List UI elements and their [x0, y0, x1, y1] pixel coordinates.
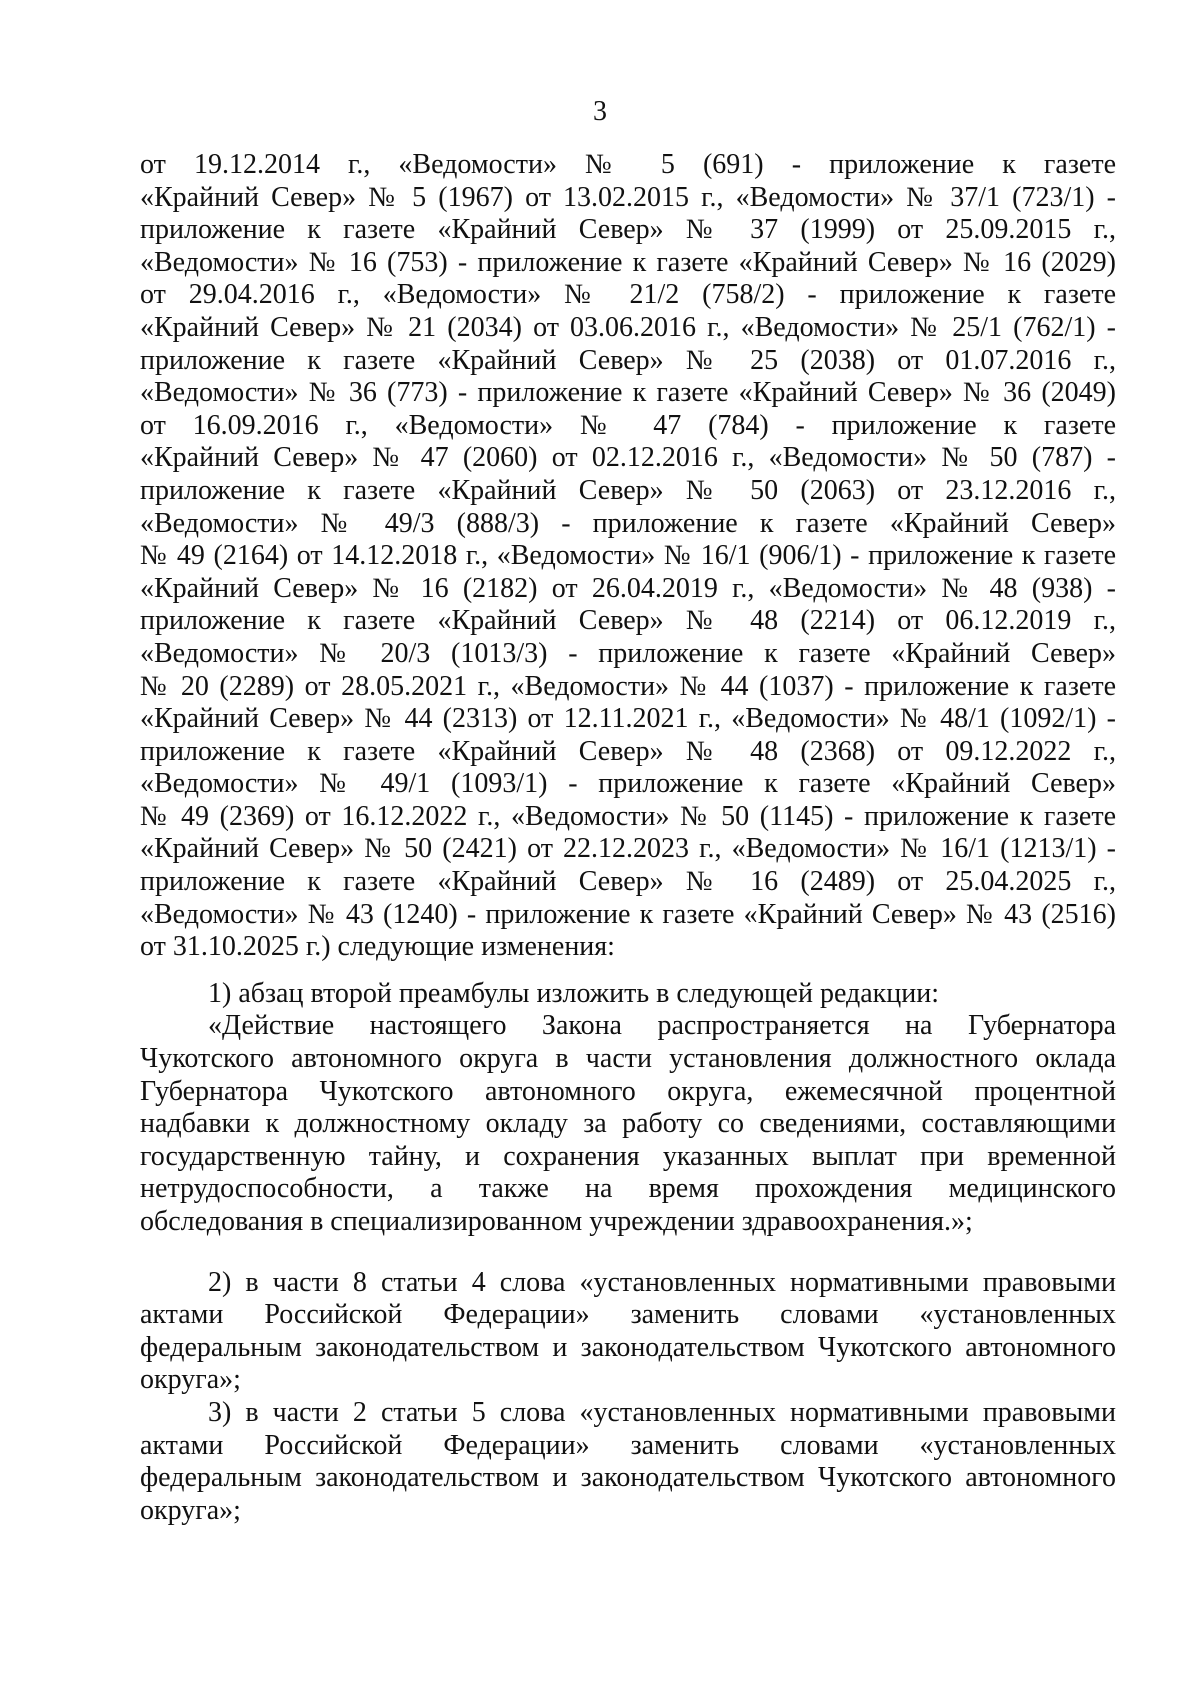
text-line: от 31.10.2025 г.) следующие изменения: [140, 931, 615, 963]
text-line: «Крайний Север» № 16 (2182) от 26.04.2019 г., «Ведомости» № 48 (938) - [140, 572, 1116, 604]
text-line: приложение к газете «Крайний Север» № 48 (2368) от 09.12.2022 г., [140, 735, 1116, 767]
text-line: округа»; [140, 1364, 241, 1396]
intro-paragraph [140, 149, 1116, 964]
text-line: «Крайний Север» № 21 (2034) от 03.06.2016 г., «Ведомости» № 25/1 (762/1) - [140, 311, 1116, 343]
quote-line: «Действие настоящего Закона распространяется на Губернатора [208, 1010, 1116, 1042]
item-1 [140, 978, 1116, 1239]
text-line: «Ведомости» № 43 (1240) - приложение к газете «Крайний Север» № 43 (2516) [140, 898, 1116, 930]
text-line: 2) в части 8 статьи 4 слова «установленных нормативными правовыми [208, 1266, 1116, 1298]
text-line: «Крайний Север» № 5 (1967) от 13.02.2015 г., «Ведомости» № 37/1 (723/1) - [140, 181, 1116, 213]
quote-line: Чукотского автономного округа в части установления должностного оклада [140, 1043, 1116, 1075]
page-number: 3 [593, 96, 607, 127]
text-line: федеральным законодательством и законодательством Чукотского автономного [140, 1462, 1116, 1494]
text-line: округа»; [140, 1494, 241, 1526]
text-line: № 20 (2289) от 28.05.2021 г., «Ведомости» № 44 (1037) - приложение к газете [140, 670, 1116, 702]
text-line: № 49 (2164) от 14.12.2018 г., «Ведомости» № 16/1 (906/1) - приложение к газете [140, 540, 1116, 572]
text-line: приложение к газете «Крайний Север» № 25 (2038) от 01.07.2016 г., [140, 344, 1116, 376]
text-line: приложение к газете «Крайний Север» № 16 (2489) от 25.04.2025 г., [140, 866, 1116, 898]
text-line: от 19.12.2014 г., «Ведомости» № 5 (691) - приложение к газете [140, 149, 1116, 180]
text-line: приложение к газете «Крайний Север» № 50 (2063) от 23.12.2016 г., [140, 474, 1116, 506]
quote-line: обследования в специализированном учреждении здравоохранения.»; [140, 1206, 973, 1237]
text-line: 3) в части 2 статьи 5 слова «установленных нормативными правовыми [208, 1396, 1116, 1428]
document-body [140, 149, 1116, 1527]
paragraph-gap [140, 1239, 1116, 1267]
text-line: «Крайний Север» № 47 (2060) от 02.12.2016 г., «Ведомости» № 50 (787) - [140, 442, 1116, 474]
item-2 [140, 1267, 1116, 1397]
text-line: «Ведомости» № 49/1 (1093/1) - приложение к газете «Крайний Север» [140, 768, 1116, 800]
text-line: «Ведомости» № 16 (753) - приложение к газете «Крайний Север» № 16 (2029) [140, 246, 1116, 278]
text-line: «Крайний Север» № 44 (2313) от 12.11.2021 г., «Ведомости» № 48/1 (1092/1) - [140, 703, 1116, 735]
paragraph-gap [140, 964, 1116, 978]
text-line: «Ведомости» № 36 (773) - приложение к газете «Крайний Север» № 36 (2049) [140, 377, 1116, 409]
text-line: актами Российской Федерации» заменить словами «установленных [140, 1429, 1116, 1461]
quote-line: государственную тайну, и сохранения указанных выплат при временной [140, 1140, 1116, 1172]
item-3 [140, 1397, 1116, 1527]
text-line: от 29.04.2016 г., «Ведомости» № 21/2 (758/2) - приложение к газете [140, 279, 1116, 311]
quote-line: надбавки к должностному окладу за работу со сведениями, составляющими [140, 1108, 1116, 1140]
quote-line: нетрудоспособности, а также на время прохождения медицинского [140, 1173, 1116, 1205]
text-line: актами Российской Федерации» заменить словами «установленных [140, 1299, 1116, 1331]
text-line: «Крайний Север» № 50 (2421) от 22.12.2023 г., «Ведомости» № 16/1 (1213/1) - [140, 833, 1116, 865]
text-line: федеральным законодательством и законодательством Чукотского автономного [140, 1331, 1116, 1363]
quote-line: Губернатора Чукотского автономного округа, ежемесячной процентной [140, 1075, 1116, 1107]
text-line: «Ведомости» № 49/3 (888/3) - приложение к газете «Крайний Север» [140, 507, 1116, 539]
text-line: «Ведомости» № 20/3 (1013/3) - приложение к газете «Крайний Север» [140, 637, 1116, 669]
text-line: приложение к газете «Крайний Север» № 48 (2214) от 06.12.2019 г., [140, 605, 1116, 637]
item-1-heading: 1) абзац второй преамбулы изложить в следующей редакции: [208, 977, 940, 1009]
text-line: приложение к газете «Крайний Север» № 37 (1999) от 25.09.2015 г., [140, 214, 1116, 246]
text-line: от 16.09.2016 г., «Ведомости» № 47 (784) - приложение к газете [140, 409, 1116, 441]
text-line: № 49 (2369) от 16.12.2022 г., «Ведомости» № 50 (1145) - приложение к газете [140, 800, 1116, 832]
